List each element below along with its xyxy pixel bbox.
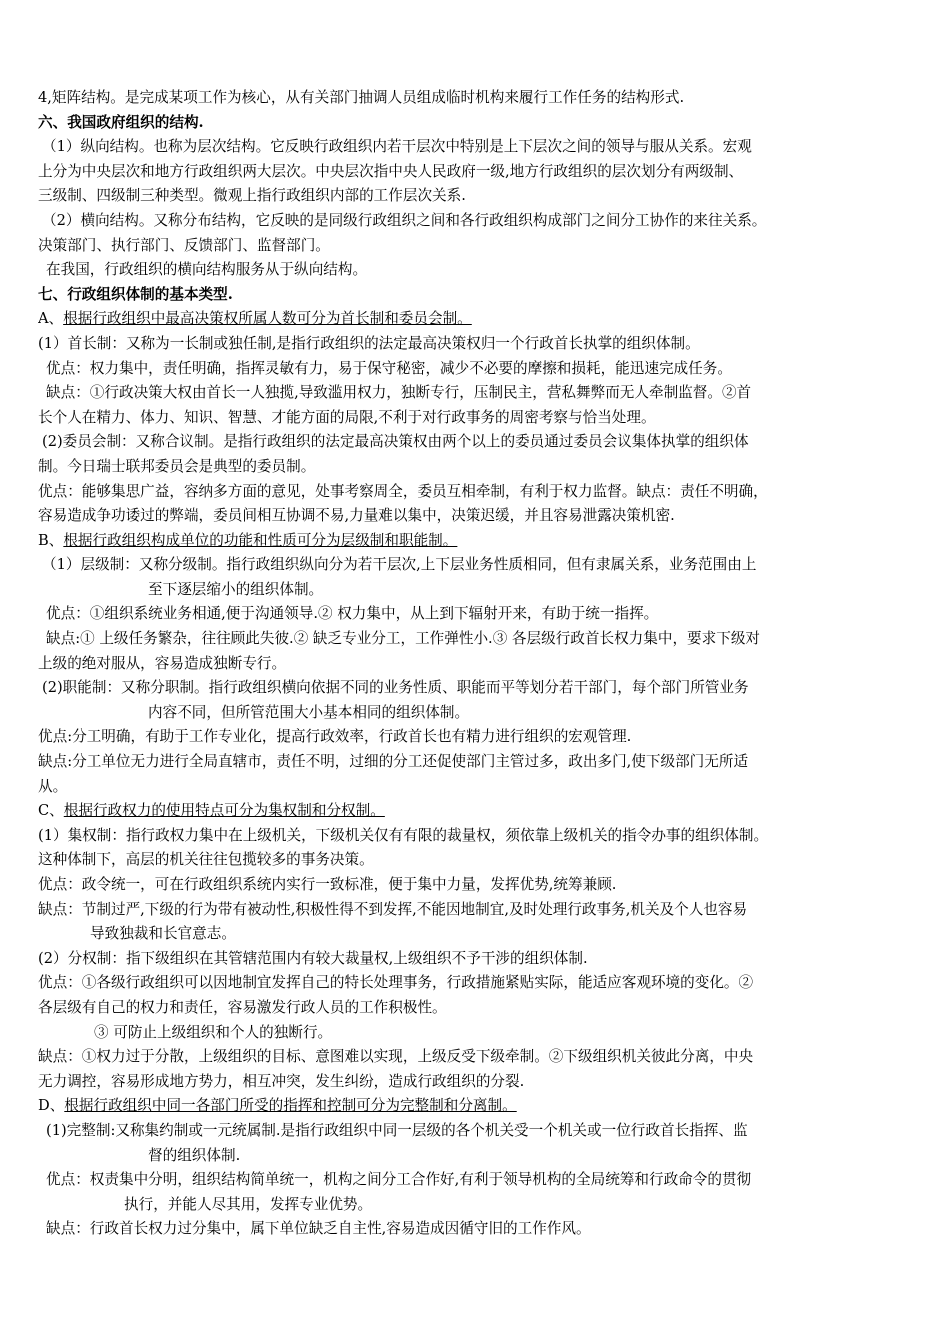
line-text: C、 — [38, 802, 64, 820]
section-heading-underlined: 根据行政组织中最高决策权所属人数可分为首长制和委员会制。 — [63, 310, 472, 328]
text-line — [38, 947, 910, 972]
line-text: A、 — [38, 310, 64, 328]
text-line — [38, 1217, 910, 1242]
text-line — [38, 750, 910, 775]
line-text: 缺点：节制过严,下级的行为带有被动性,积极性得不到发挥,不能因地制宜,及时处理行政事务,机关及个人也容易 — [38, 900, 748, 918]
text-line — [38, 111, 910, 136]
text-line — [38, 357, 910, 382]
text-line — [38, 430, 910, 455]
text-line — [38, 922, 910, 947]
line-text: 无力调控，容易形成地方势力，相互冲突，发生纠纷，造成行政组织的分裂. — [38, 1072, 525, 1090]
line-text: （1）层级制：又称分级制。指行政组织纵向分为若干层次,上下层业务性质相同，但有隶属关系，业务范围由上 — [42, 556, 757, 574]
section-heading-underlined: 根据行政组织中同一各部门所受的指挥和控制可分为完整制和分离制。 — [64, 1097, 517, 1115]
document-page — [38, 86, 910, 1242]
section-heading-underlined: 根据行政组织构成单位的功能和性质可分为层级制和职能制。 — [63, 531, 458, 549]
line-text: (2)委员会制：又称合议制。是指行政组织的法定最高决策权由两个以上的委员通过委员会议集体执掌的组织体 — [42, 433, 749, 451]
text-line — [38, 184, 910, 209]
text-line — [38, 996, 910, 1021]
line-text: 导致独裁和长官意志。 — [90, 925, 236, 943]
text-line — [38, 553, 910, 578]
text-line — [38, 160, 910, 185]
line-text: 内容不同，但所管范围大小基本相同的组织体制。 — [148, 703, 470, 721]
text-line — [38, 529, 910, 554]
text-line — [38, 725, 910, 750]
text-line — [38, 209, 910, 234]
line-text: 优点：权责集中分明，组织结构简单统一，机构之间分工合作好,有利于领导机构的全局统筹和行政命令的贯彻 — [46, 1171, 752, 1189]
line-text: 督的组织体制. — [148, 1146, 241, 1164]
text-line — [38, 1094, 910, 1119]
line-text: 优点：能够集思广益，容纳多方面的意见，处事考察周全，委员互相牵制，有利于权力监督。缺点：责任不明确， — [38, 482, 768, 500]
text-line — [38, 1144, 910, 1169]
line-text: 上级的绝对服从，容易造成独断专行。 — [38, 654, 287, 672]
line-text: 缺点：①行政决策大权由首长一人独揽,导致滥用权力，独断专行，压制民主，营私舞弊而无人牵制监督。②首 — [46, 384, 752, 402]
text-line — [38, 1021, 910, 1046]
line-text: 缺点：①权力过于分散，上级组织的目标、意图难以实现，上级反受下级牵制。②下级组织机关彼此分离，中央 — [38, 1048, 754, 1066]
line-text: (2)职能制：又称分职制。指行政组织横向依据不同的业务性质、职能而平等划分若干部门，每个部门所管业务 — [42, 679, 749, 697]
text-line — [38, 1070, 910, 1095]
text-line — [38, 455, 910, 480]
text-line — [38, 898, 910, 923]
text-line — [38, 332, 910, 357]
line-text: 从。 — [38, 777, 68, 795]
line-text: 上分为中央层次和地方行政组织两大层次。中央层次指中央人民政府一级,地方行政组织的层次划分有两级制、 — [38, 162, 744, 180]
line-text: 缺点:分工单位无力进行全局直辖市，责任不明，过细的分工还促使部门主管过多，政出多门,使下级部门无所适 — [38, 753, 749, 771]
text-line — [38, 283, 910, 308]
line-text: 决策部门、执行部门、反馈部门、监督部门。 — [38, 236, 330, 254]
line-text: (2）分权制：指下级组织在其管辖范围内有较大裁量权,上级组织不予干涉的组织体制. — [38, 949, 588, 967]
line-text: (1)完整制:又称集约制或一元统属制.是指行政组织中同一层级的各个机关受一个机关或一位行政首长指挥、监 — [46, 1121, 748, 1139]
line-text: B、 — [38, 531, 64, 549]
line-text: 优点：①组织系统业务相通,便于沟通领导.② 权力集中，从上到下辐射开来，有助于统一指挥。 — [46, 605, 659, 623]
text-line — [38, 652, 910, 677]
line-text: 缺点:① 上级任务繁杂，往往顾此失彼.② 缺乏专业分工，工作弹性小.③ 各层级行政首长权力集中，要求下级对 — [46, 630, 761, 648]
text-line — [38, 480, 910, 505]
line-text: （2）横向结构。又称分布结构，它反映的是同级行政组织之间和各行政组织构成部门之间分工协作的来往关系。 — [42, 211, 767, 229]
line-text: (1）集权制：指行政权力集中在上级机关，下级机关仅有有限的裁量权，须依靠上级机关的指令办事的组织体制。 — [38, 826, 769, 844]
line-text: 优点：权力集中，责任明确，指挥灵敏有力，易于保守秘密，减少不必要的摩擦和损耗，能迅速完成任务。 — [46, 359, 732, 377]
text-line — [38, 307, 910, 332]
text-line — [38, 406, 910, 431]
line-text: 优点：政令统一，可在行政组织系统内实行一致标准，便于集中力量，发挥优势,统筹兼顾. — [38, 876, 617, 893]
line-text: 缺点：行政首长权力过分集中，属下单位缺乏自主性,容易造成因循守旧的工作作风。 — [46, 1220, 591, 1238]
text-line — [38, 1119, 910, 1144]
text-line — [38, 873, 910, 898]
text-line — [38, 381, 910, 406]
line-text: (1）首长制：又称为一长制或独任制,是指行政组织的法定最高决策权归一个行政首长执掌的组织体制。 — [38, 334, 700, 352]
text-line — [38, 971, 910, 996]
line-text: 4,矩阵结构。是完成某项工作为核心，从有关部门抽调人员组成临时机构来履行工作任务的结构形式. — [38, 89, 685, 106]
line-text: （1）纵向结构。也称为层次结构。它反映行政组织内若干层次中特别是上下层次之间的领导与服从关系。宏观 — [42, 138, 752, 156]
text-line — [38, 848, 910, 873]
text-line — [38, 234, 910, 259]
section-heading-underlined: 根据行政权力的使用特点可分为集权制和分权制。 — [63, 802, 385, 820]
text-line — [38, 775, 910, 800]
line-text: 三级制、四级制三种类型。微观上指行政组织内部的工作层次关系. — [38, 187, 466, 205]
line-text: 这种体制下，高层的机关往往包揽较多的事务决策。 — [38, 851, 374, 869]
text-line — [38, 602, 910, 627]
text-line — [38, 258, 910, 283]
line-text: 制。今日瑞士联邦委员会是典型的委员制。 — [38, 457, 316, 475]
line-text: 至下逐层缩小的组织体制。 — [148, 580, 324, 598]
text-line — [38, 824, 910, 849]
text-line — [38, 701, 910, 726]
text-line — [38, 1193, 910, 1218]
line-text: 长个人在精力、体力、知识、智慧、才能方面的局限,不利于对行政事务的周密考察与恰当处理。 — [38, 408, 656, 426]
text-line — [38, 135, 910, 160]
line-text: ③ 可防止上级组织和个人的独断行。 — [94, 1023, 333, 1041]
text-line — [38, 627, 910, 652]
line-text: D、 — [38, 1097, 65, 1115]
text-line — [38, 504, 910, 529]
text-line — [38, 1168, 910, 1193]
line-text: 优点：①各级行政组织可以因地制宜发挥自己的特长处理事务，行政措施紧贴实际，能适应客观环境的变化。② — [38, 974, 754, 992]
text-line — [38, 676, 910, 701]
line-text: 执行，并能人尽其用，发挥专业优势。 — [124, 1195, 373, 1213]
line-text: 六、我国政府组织的结构. — [38, 113, 204, 131]
line-text: 各层级有自己的权力和责任，容易激发行政人员的工作积极性。 — [38, 998, 447, 1016]
line-text: 七、行政组织体制的基本类型. — [38, 285, 233, 303]
line-text: 容易造成争功诿过的弊端，委员间相互协调不易,力量难以集中，决策迟缓，并且容易泄露决策机密. — [38, 507, 675, 525]
text-line — [38, 1045, 910, 1070]
text-line — [38, 578, 910, 603]
text-line — [38, 799, 910, 824]
line-text: 在我国，行政组织的横向结构服务从于纵向结构。 — [46, 261, 368, 279]
text-line — [38, 86, 910, 111]
line-text: 优点:分工明确，有助于工作专业化，提高行政效率，行政首长也有精力进行组织的宏观管理. — [38, 728, 632, 746]
